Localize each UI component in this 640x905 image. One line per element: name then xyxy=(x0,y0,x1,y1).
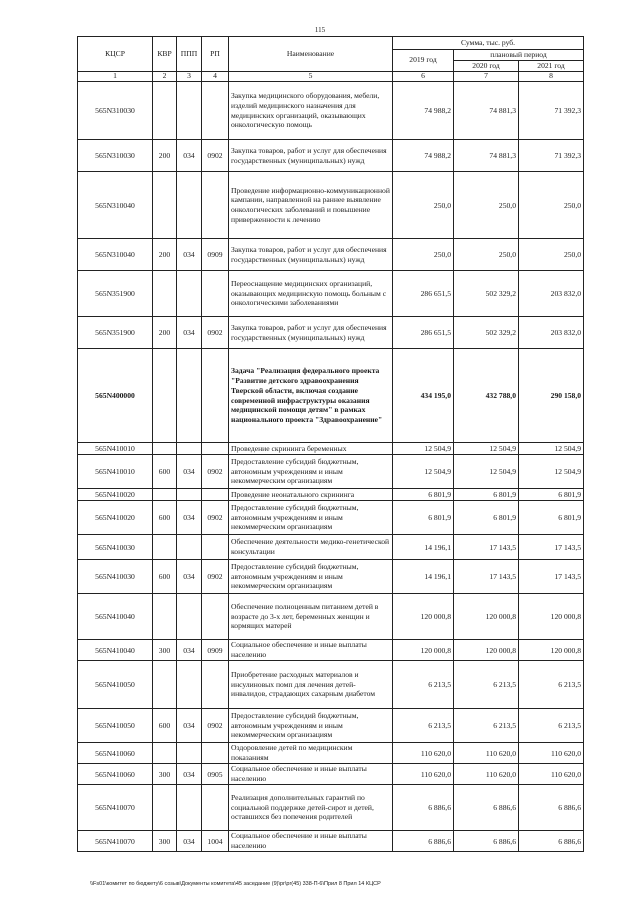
header-2021: 2021 год xyxy=(519,61,584,72)
rp-cell: 0902 xyxy=(202,317,229,349)
value-2021-cell: 17 143,5 xyxy=(519,535,584,560)
value-2021-cell: 6 801,9 xyxy=(519,489,584,501)
kvr-cell: 200 xyxy=(153,317,177,349)
kvr-cell xyxy=(153,535,177,560)
table-row xyxy=(78,501,584,535)
rp-cell: 0909 xyxy=(202,239,229,271)
value-2020-cell: 6 801,9 xyxy=(454,501,519,535)
name-cell: Предоставление субсидий бюджетным, автономным учреждениям и иным некоммерческим организациям xyxy=(229,455,393,489)
col-number: 3 xyxy=(177,72,202,82)
name-cell: Переоснащение медицинских организаций, оказывающих медицинскую помощь больным с онкологическими заболеваниями xyxy=(229,271,393,317)
value-2019-cell: 434 195,0 xyxy=(393,349,454,443)
value-2021-cell: 6 801,9 xyxy=(519,501,584,535)
table-row xyxy=(78,140,584,172)
value-2021-cell: 110 620,0 xyxy=(519,764,584,785)
ppp-cell: 034 xyxy=(177,501,202,535)
name-cell: Предоставление субсидий бюджетным, автономным учреждениям и иным некоммерческим организациям xyxy=(229,709,393,743)
kvr-cell xyxy=(153,349,177,443)
name-cell: Социальное обеспечение и иные выплаты населению xyxy=(229,640,393,661)
table-row xyxy=(78,764,584,785)
value-2021-cell: 290 158,0 xyxy=(519,349,584,443)
kvr-cell: 600 xyxy=(153,455,177,489)
value-2020-cell: 6 886,6 xyxy=(454,785,519,831)
ppp-cell: 034 xyxy=(177,239,202,271)
col-number: 2 xyxy=(153,72,177,82)
kcsr-cell: 565N400000 xyxy=(78,349,153,443)
kcsr-cell: 565N410040 xyxy=(78,640,153,661)
value-2020-cell: 110 620,0 xyxy=(454,764,519,785)
kvr-cell: 600 xyxy=(153,709,177,743)
kvr-cell xyxy=(153,489,177,501)
value-2020-cell: 250,0 xyxy=(454,239,519,271)
value-2021-cell: 12 504,9 xyxy=(519,443,584,455)
col-number: 4 xyxy=(202,72,229,82)
value-2019-cell: 120 000,8 xyxy=(393,594,454,640)
name-cell: Закупка медицинского оборудования, мебели, изделий медицинского назначения для медицинских организаций, оказывающих онкологическую помощь xyxy=(229,82,393,140)
ppp-cell xyxy=(177,443,202,455)
ppp-cell xyxy=(177,489,202,501)
table-row xyxy=(78,535,584,560)
value-2021-cell: 203 832,0 xyxy=(519,317,584,349)
ppp-cell: 034 xyxy=(177,640,202,661)
kvr-cell: 300 xyxy=(153,764,177,785)
name-cell: Проведение скрининга беременных xyxy=(229,443,393,455)
rp-cell xyxy=(202,443,229,455)
rp-cell xyxy=(202,743,229,764)
table-row xyxy=(78,82,584,140)
ppp-cell xyxy=(177,172,202,239)
table-row xyxy=(78,640,584,661)
kcsr-cell: 565N410070 xyxy=(78,785,153,831)
kcsr-cell: 565N410030 xyxy=(78,560,153,594)
kvr-cell: 300 xyxy=(153,831,177,852)
ppp-cell xyxy=(177,661,202,709)
table-row xyxy=(78,317,584,349)
value-2020-cell: 502 329,2 xyxy=(454,271,519,317)
value-2021-cell: 71 392,3 xyxy=(519,82,584,140)
rp-cell xyxy=(202,349,229,443)
rp-cell xyxy=(202,661,229,709)
kvr-cell xyxy=(153,271,177,317)
value-2020-cell: 120 000,8 xyxy=(454,640,519,661)
value-2020-cell: 502 329,2 xyxy=(454,317,519,349)
header-2020: 2020 год xyxy=(454,61,519,72)
value-2020-cell: 110 620,0 xyxy=(454,743,519,764)
rp-cell: 0902 xyxy=(202,709,229,743)
name-cell: Социальное обеспечение и иные выплаты населению xyxy=(229,831,393,852)
table-row xyxy=(78,661,584,709)
header-2019: 2019 год xyxy=(393,50,454,72)
kvr-cell: 200 xyxy=(153,140,177,172)
value-2019-cell: 120 000,8 xyxy=(393,640,454,661)
value-2019-cell: 286 651,5 xyxy=(393,271,454,317)
kvr-cell xyxy=(153,82,177,140)
ppp-cell xyxy=(177,271,202,317)
value-2019-cell: 6 801,9 xyxy=(393,501,454,535)
kvr-cell: 300 xyxy=(153,640,177,661)
value-2019-cell: 12 504,9 xyxy=(393,455,454,489)
name-cell: Задача "Реализация федерального проекта "Развитие детского здравоохранения Тверской области, включая создание современной инфраструктуры оказания медицинской помощи детям" в рамках национального проекта "Здравоохранение" xyxy=(229,349,393,443)
value-2021-cell: 6 213,5 xyxy=(519,661,584,709)
value-2020-cell: 432 788,0 xyxy=(454,349,519,443)
file-path-footer: \\Fs01\комитет по бюджету\6 созыв\Документы комитета\45 заседание (9)\pr\pr(45) 338-П-6\Прил 8 Прил 14 КЦСР xyxy=(90,881,381,887)
kvr-cell: 600 xyxy=(153,560,177,594)
kvr-cell xyxy=(153,785,177,831)
rp-cell xyxy=(202,489,229,501)
rp-cell xyxy=(202,535,229,560)
ppp-cell: 034 xyxy=(177,455,202,489)
kcsr-cell: 565N410010 xyxy=(78,443,153,455)
value-2019-cell: 286 651,5 xyxy=(393,317,454,349)
rp-cell: 1004 xyxy=(202,831,229,852)
value-2019-cell: 74 988,2 xyxy=(393,82,454,140)
value-2020-cell: 17 143,5 xyxy=(454,535,519,560)
kvr-cell xyxy=(153,661,177,709)
name-cell: Предоставление субсидий бюджетным, автономным учреждениям и иным некоммерческим организациям xyxy=(229,501,393,535)
kcsr-cell: 565N410010 xyxy=(78,455,153,489)
rp-cell: 0902 xyxy=(202,140,229,172)
kcsr-cell: 565N410050 xyxy=(78,709,153,743)
value-2019-cell: 12 504,9 xyxy=(393,443,454,455)
ppp-cell: 034 xyxy=(177,317,202,349)
ppp-cell xyxy=(177,349,202,443)
ppp-cell xyxy=(177,743,202,764)
ppp-cell: 034 xyxy=(177,709,202,743)
rp-cell xyxy=(202,82,229,140)
table-row xyxy=(78,831,584,852)
kcsr-cell: 565N410060 xyxy=(78,764,153,785)
value-2020-cell: 6 213,5 xyxy=(454,709,519,743)
kvr-cell: 200 xyxy=(153,239,177,271)
value-2020-cell: 12 504,9 xyxy=(454,443,519,455)
value-2021-cell: 71 392,3 xyxy=(519,140,584,172)
value-2019-cell: 74 988,2 xyxy=(393,140,454,172)
table-row xyxy=(78,709,584,743)
value-2019-cell: 6 886,6 xyxy=(393,785,454,831)
kcsr-cell: 565N410060 xyxy=(78,743,153,764)
header-sum: Сумма, тыс. руб. xyxy=(393,37,584,50)
header-name: Наименование xyxy=(229,37,393,72)
value-2021-cell: 120 000,8 xyxy=(519,640,584,661)
kvr-cell xyxy=(153,172,177,239)
page-number: 115 xyxy=(314,26,326,34)
value-2019-cell: 250,0 xyxy=(393,172,454,239)
value-2020-cell: 6 886,6 xyxy=(454,831,519,852)
value-2020-cell: 74 881,3 xyxy=(454,82,519,140)
kcsr-cell: 565N310040 xyxy=(78,239,153,271)
ppp-cell: 034 xyxy=(177,560,202,594)
value-2020-cell: 12 504,9 xyxy=(454,455,519,489)
table-row xyxy=(78,172,584,239)
kvr-cell xyxy=(153,443,177,455)
value-2020-cell: 6 213,5 xyxy=(454,661,519,709)
kvr-cell xyxy=(153,594,177,640)
name-cell: Социальное обеспечение и иные выплаты населению xyxy=(229,764,393,785)
name-cell: Закупка товаров, работ и услуг для обеспечения государственных (муниципальных) нужд xyxy=(229,317,393,349)
value-2019-cell: 6 213,5 xyxy=(393,709,454,743)
table-row xyxy=(78,785,584,831)
ppp-cell: 034 xyxy=(177,831,202,852)
rp-cell: 0905 xyxy=(202,764,229,785)
table-row xyxy=(78,239,584,271)
value-2021-cell: 17 143,5 xyxy=(519,560,584,594)
table-row xyxy=(78,594,584,640)
value-2021-cell: 110 620,0 xyxy=(519,743,584,764)
table-row xyxy=(78,560,584,594)
value-2019-cell: 110 620,0 xyxy=(393,764,454,785)
ppp-cell xyxy=(177,785,202,831)
value-2020-cell: 17 143,5 xyxy=(454,560,519,594)
name-cell: Оздоровление детей по медицинским показаниям xyxy=(229,743,393,764)
kcsr-cell: 565N310030 xyxy=(78,140,153,172)
ppp-cell: 034 xyxy=(177,140,202,172)
name-cell: Приобретение расходных материалов и инсулиновых помп для лечения детей-инвалидов, страдающих сахарным диабетом xyxy=(229,661,393,709)
budget-table xyxy=(77,36,584,852)
rp-cell xyxy=(202,271,229,317)
rp-cell: 0902 xyxy=(202,560,229,594)
col-number: 8 xyxy=(519,72,584,82)
rp-cell xyxy=(202,172,229,239)
kcsr-cell: 565N410050 xyxy=(78,661,153,709)
table-row xyxy=(78,443,584,455)
rp-cell: 0902 xyxy=(202,501,229,535)
name-cell: Закупка товаров, работ и услуг для обеспечения государственных (муниципальных) нужд xyxy=(229,239,393,271)
table-row xyxy=(78,349,584,443)
value-2019-cell: 250,0 xyxy=(393,239,454,271)
header-plan-period: плановый период xyxy=(454,50,584,61)
header-ppp: ППП xyxy=(177,37,202,72)
col-number: 7 xyxy=(454,72,519,82)
col-number: 1 xyxy=(78,72,153,82)
value-2021-cell: 12 504,9 xyxy=(519,455,584,489)
name-cell: Проведение информационно-коммуникационной кампании, направленной на раннее выявление онкологических заболеваний и повышение приверженности к лечению xyxy=(229,172,393,239)
kcsr-cell: 565N410070 xyxy=(78,831,153,852)
kcsr-cell: 565N351900 xyxy=(78,317,153,349)
column-numbers-row xyxy=(78,72,584,82)
value-2021-cell: 250,0 xyxy=(519,239,584,271)
value-2020-cell: 74 881,3 xyxy=(454,140,519,172)
value-2021-cell: 203 832,0 xyxy=(519,271,584,317)
header-kcsr: КЦСР xyxy=(78,37,153,72)
rp-cell xyxy=(202,785,229,831)
table-row xyxy=(78,455,584,489)
kcsr-cell: 565N310030 xyxy=(78,82,153,140)
value-2019-cell: 6 886,6 xyxy=(393,831,454,852)
ppp-cell xyxy=(177,82,202,140)
table-row xyxy=(78,271,584,317)
value-2019-cell: 14 196,1 xyxy=(393,560,454,594)
value-2019-cell: 6 213,5 xyxy=(393,661,454,709)
kvr-cell: 600 xyxy=(153,501,177,535)
kvr-cell xyxy=(153,743,177,764)
rp-cell: 0909 xyxy=(202,640,229,661)
kcsr-cell: 565N410030 xyxy=(78,535,153,560)
rp-cell: 0902 xyxy=(202,455,229,489)
ppp-cell xyxy=(177,535,202,560)
value-2019-cell: 6 801,9 xyxy=(393,489,454,501)
kcsr-cell: 565N410020 xyxy=(78,489,153,501)
name-cell: Проведение неонатального скрининга xyxy=(229,489,393,501)
table-row xyxy=(78,489,584,501)
table-row xyxy=(78,743,584,764)
value-2020-cell: 120 000,8 xyxy=(454,594,519,640)
col-number: 6 xyxy=(393,72,454,82)
name-cell: Обеспечение деятельности медико-генетической консультации xyxy=(229,535,393,560)
value-2021-cell: 6 886,6 xyxy=(519,785,584,831)
name-cell: Закупка товаров, работ и услуг для обеспечения государственных (муниципальных) нужд xyxy=(229,140,393,172)
rp-cell xyxy=(202,594,229,640)
value-2021-cell: 6 886,6 xyxy=(519,831,584,852)
ppp-cell xyxy=(177,594,202,640)
value-2019-cell: 14 196,1 xyxy=(393,535,454,560)
value-2020-cell: 6 801,9 xyxy=(454,489,519,501)
col-number: 5 xyxy=(229,72,393,82)
value-2021-cell: 250,0 xyxy=(519,172,584,239)
kcsr-cell: 565N410040 xyxy=(78,594,153,640)
value-2021-cell: 6 213,5 xyxy=(519,709,584,743)
kcsr-cell: 565N310040 xyxy=(78,172,153,239)
value-2021-cell: 120 000,8 xyxy=(519,594,584,640)
header-rp: РП xyxy=(202,37,229,72)
ppp-cell: 034 xyxy=(177,764,202,785)
value-2020-cell: 250,0 xyxy=(454,172,519,239)
header-kvr: КВР xyxy=(153,37,177,72)
name-cell: Обеспечение полноценным питанием детей в возрасте до 3-х лет, беременных женщин и кормящих матерей xyxy=(229,594,393,640)
kcsr-cell: 565N351900 xyxy=(78,271,153,317)
value-2019-cell: 110 620,0 xyxy=(393,743,454,764)
kcsr-cell: 565N410020 xyxy=(78,501,153,535)
name-cell: Предоставление субсидий бюджетным, автономным учреждениям и иным некоммерческим организациям xyxy=(229,560,393,594)
name-cell: Реализация дополнительных гарантий по социальной поддержке детей-сирот и детей, оставшихся без попечения родителей xyxy=(229,785,393,831)
